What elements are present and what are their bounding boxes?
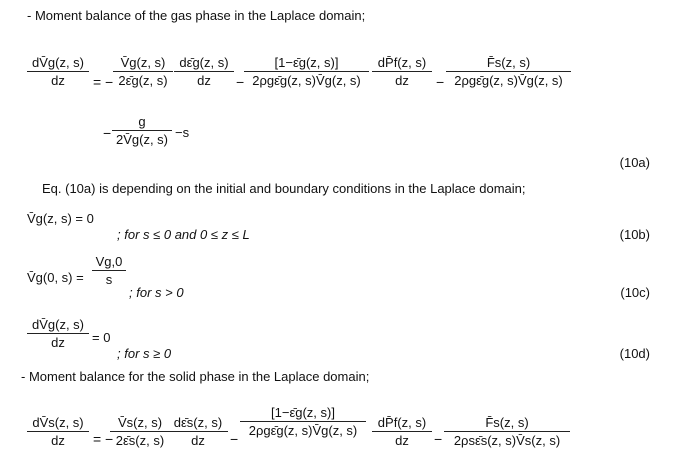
eq10a-term5-fraction (446, 55, 571, 88)
eqsolid-term1-numerator: V̄s(z, s) (117, 415, 163, 430)
eq10a-tail: −s (175, 125, 190, 140)
eq10d-numerator: dV̄g(z, s) (31, 317, 84, 332)
eqsolid-equals: = (93, 431, 102, 447)
eq10a-term1-denominator: 2ε̄g(z, s) (118, 73, 168, 88)
eqsolid-term3-fraction (240, 405, 366, 438)
eqsolid-minus-3: − (434, 431, 443, 447)
eq10a-term4-denominator: dz (395, 73, 409, 88)
eqsolid-term5-denominator: 2ρsε̄s(z, s)V̄s(z, s) (453, 433, 561, 448)
eq10b-number: (10b) (619, 227, 650, 242)
eq10d-denominator: dz (51, 335, 65, 350)
eqsolid-term4-numerator: dP̄f(z, s) (377, 415, 427, 430)
eqsolid-term2-denominator: dz (191, 433, 205, 448)
eq10a-term6-fraction (112, 114, 172, 147)
eq10a-term1-fraction (113, 55, 173, 88)
eq10a-minus-3: − (436, 74, 445, 90)
eq10a-minus-2: − (236, 74, 245, 90)
eq10c-fraction (92, 254, 126, 287)
eq10a-term3-fraction (244, 55, 369, 88)
eq10c-condition: ; for s > 0 (129, 285, 184, 300)
eq10d-fraction (27, 317, 89, 350)
eq10a-lhs-fraction (27, 55, 89, 88)
eq10a-lhs-denominator: dz (51, 73, 65, 88)
eq10c-denominator: s (105, 272, 113, 287)
eq10a-term5-numerator: F̄s(z, s) (486, 55, 531, 70)
eq10d-rhs: = 0 (92, 330, 111, 345)
eqsolid-term5-numerator: F̄s(z, s) (485, 415, 529, 430)
eqsolid-term2-fraction (168, 415, 228, 448)
eq10a-term6-numerator: g (138, 114, 146, 129)
eq10a-term5-denominator: 2ρgε̄g(z, s)V̄g(z, s) (454, 73, 563, 88)
eq10b-lhs: V̄g(z, s) = 0 (27, 211, 94, 226)
eq10d-number: (10d) (619, 346, 650, 361)
eqsolid-term1-fraction (110, 415, 170, 448)
eq10a-equals: = (93, 74, 102, 90)
eq10a-term2-fraction (174, 55, 234, 88)
eqsolid-term4-denominator: dz (395, 433, 409, 448)
eq10a-term4-numerator: dP̄f(z, s) (377, 55, 427, 70)
eq10b-condition: ; for s ≤ 0 and 0 ≤ z ≤ L (117, 227, 250, 242)
eq10a-term1-numerator: V̄g(z, s) (120, 55, 166, 70)
eq10a-minus-4: − (103, 125, 112, 141)
eq10c-number: (10c) (620, 285, 650, 300)
eqsolid-minus-1: − (105, 431, 114, 447)
eqsolid-term3-numerator: [1−ε̄g(z, s)] (271, 405, 335, 420)
section-heading-gas: - Moment balance of the gas phase in the Laplace domain; (27, 8, 366, 23)
eq10a-lhs-numerator: dV̄g(z, s) (31, 55, 84, 70)
eqsolid-term4-fraction (372, 415, 432, 448)
eq10a-term6-denominator: 2V̄g(z, s) (115, 132, 168, 147)
eq10a-term3-numerator: [1−ε̄g(z, s)] (274, 55, 339, 70)
eq10a-term3-denominator: 2ρgε̄g(z, s)V̄g(z, s) (252, 73, 361, 88)
eq10a-term2-denominator: dz (197, 73, 211, 88)
eq10c-lhs: V̄g(0, s) = (27, 270, 84, 285)
eqsolid-minus-2: − (230, 431, 239, 447)
section-heading-solid: - Moment balance for the solid phase in the Laplace domain; (21, 369, 370, 384)
eq10a-term2-numerator: dε̄g(z, s) (179, 55, 229, 70)
eqsolid-lhs-fraction (27, 415, 89, 448)
eqsolid-term2-numerator: dε̄s(z, s) (173, 415, 223, 430)
eqsolid-term1-denominator: 2ε̄s(z, s) (115, 433, 165, 448)
eq10a-term4-fraction (372, 55, 432, 88)
eq10d-condition: ; for s ≥ 0 (117, 346, 172, 361)
eq10c-numerator: Vg,0 (95, 254, 123, 269)
eqsolid-lhs-denominator: dz (51, 433, 65, 448)
eq10a-number: (10a) (619, 155, 650, 170)
eqsolid-term3-denominator: 2ρgε̄g(z, s)V̄g(z, s) (248, 423, 358, 438)
eqsolid-lhs-numerator: dV̄s(z, s) (32, 415, 84, 430)
eq10a-minus-1: − (105, 74, 114, 90)
eqsolid-term5-fraction (444, 415, 570, 448)
boundary-conditions-note: Eq. (10a) is depending on the initial and boundary conditions in the Laplace domain; (42, 181, 526, 196)
